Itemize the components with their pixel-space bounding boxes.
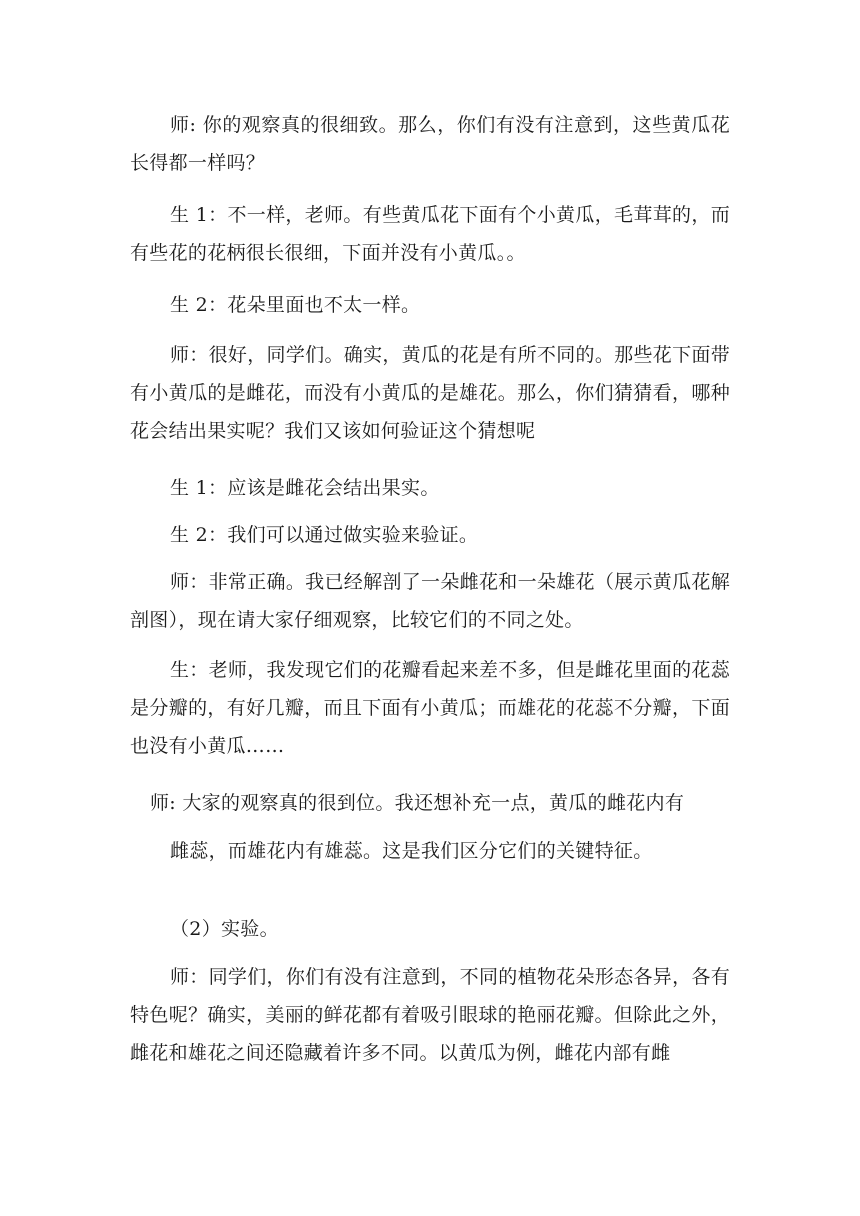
teacher-paragraph-4 [150,784,730,870]
teacher-paragraph-1: 师: 你的观察真的很细致。那么，你们有没有注意到，这些黄瓜花长得都一样吗？ [130,114,730,174]
student-2-paragraph-1: 生 2：花朵里面也不太一样。 [170,294,421,316]
teacher-paragraph-4-line-2: 雌蕊，而雄花内有雄蕊。这是我们区分它们的关键特征。 [170,840,653,862]
student-1-paragraph-2: 生 1：应该是雌花会结出果实。 [170,477,440,499]
section-heading-experiment: （2）实验。 [170,918,279,940]
teacher-paragraph-3: 师：非常正确。我已经解剖了一朵雌花和一朵雄花（展示黄瓜花解剖图），现在请大家仔细观察，比较它们的不同之处。 [130,571,730,631]
teacher-paragraph-5: 师：同学们，你们有没有注意到，不同的植物花朵形态各异，各有特色呢？确实，美丽的鲜花都有着吸引眼球的艳丽花瓣。但除此之外，雌花和雄花之间还隐藏着许多不同。以黄瓜为例，雌花内部有雌 [130,966,730,1064]
student-2-paragraph-2: 生 2：我们可以通过做实验来验证。 [170,524,479,546]
teacher-paragraph-4-line-1: 师: 大家的观察真的很到位。我还想补充一点，黄瓜的雌花内有 [150,792,685,814]
student-1-paragraph-1: 生 1：不一样，老师。有些黄瓜花下面有个小黄瓜，毛茸茸的，而有些花的花柄很长很细，下面并没有小黄瓜。。 [130,204,730,264]
teacher-paragraph-2: 师：很好，同学们。确实，黄瓜的花是有所不同的。那些花下面带有小黄瓜的是雌花，而没有小黄瓜的是雄花。那么，你们猜猜看，哪种花会结出果实呢？我们又该如何验证这个猜想呢 [130,344,730,442]
document-body [130,0,730,1216]
student-paragraph: 生：老师，我发现它们的花瓣看起来差不多，但是雌花里面的花蕊是分瓣的，有好几瓣，而且下面有小黄瓜；而雄花的花蕊不分瓣，下面也没有小黄瓜…… [130,659,730,757]
